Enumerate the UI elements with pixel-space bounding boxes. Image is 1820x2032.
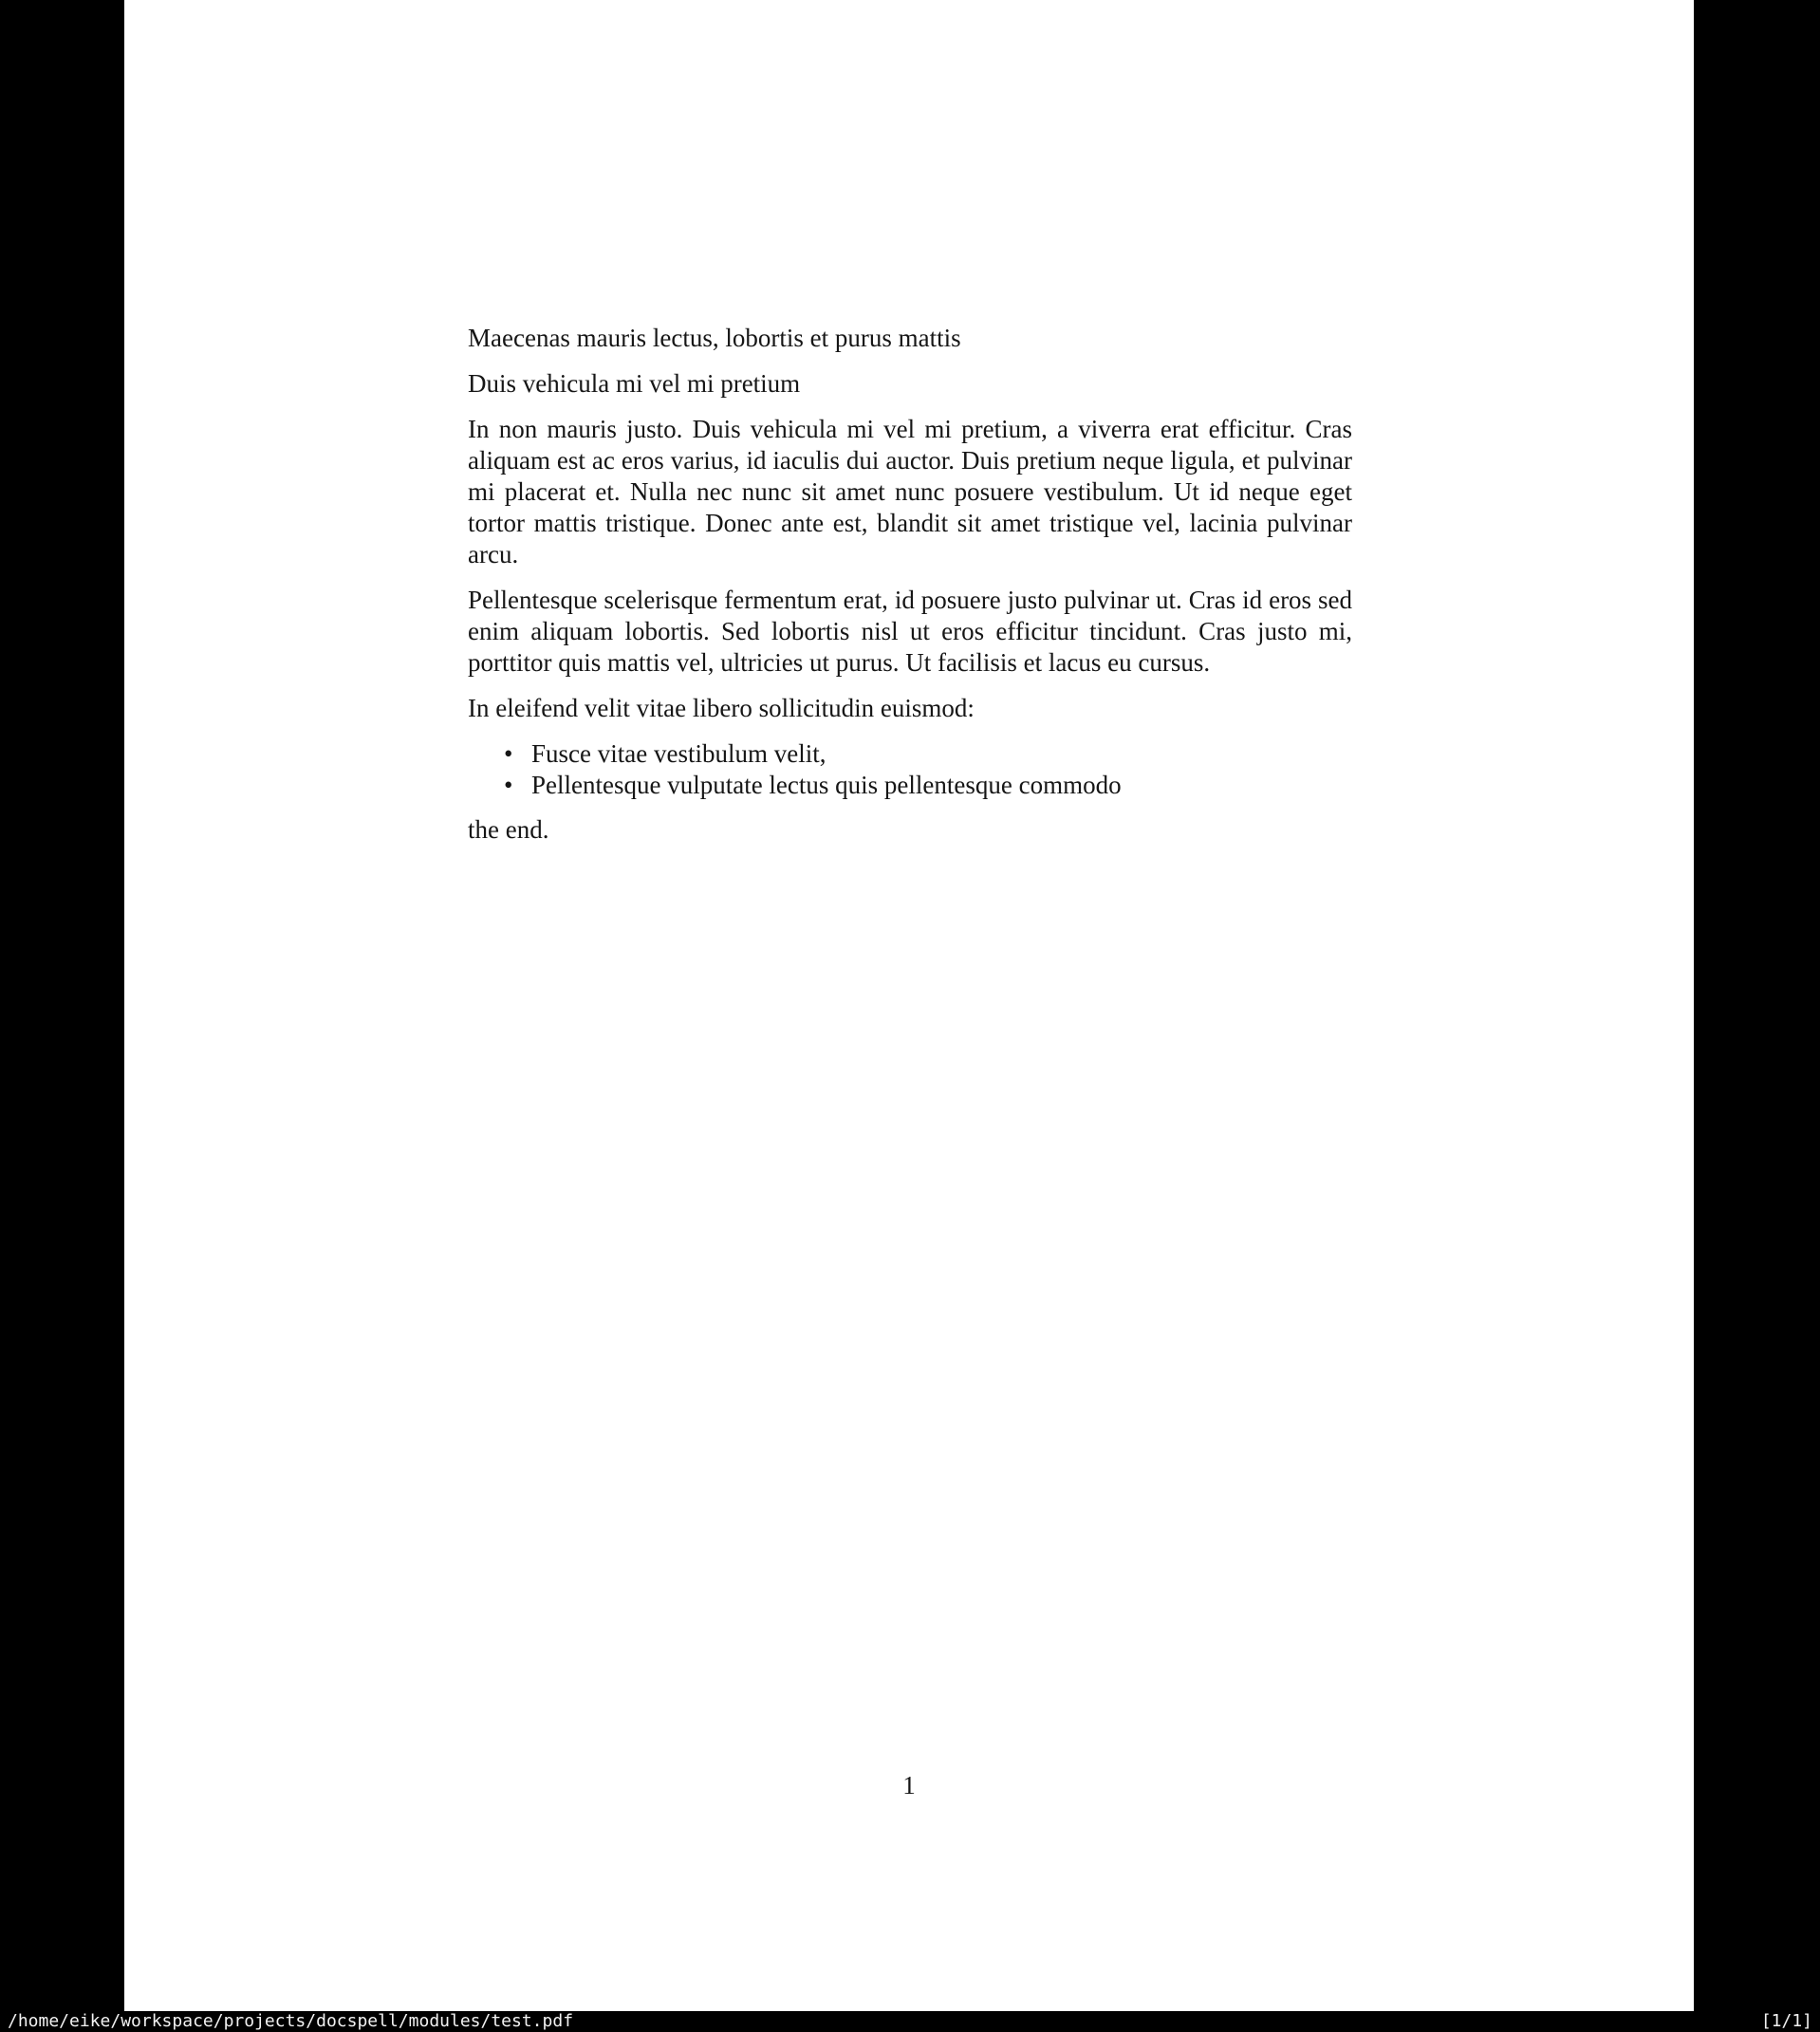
paragraph-body-2: Pellentesque scelerisque fermentum erat, id posuere justo pulvinar ut. Cras id eros sed enim aliquam lobortis. Sed lobortis nisl ut eros efficitur tincidunt. Cras justo mi, porttitor quis mattis vel, ultricies ut purus. Ut facilisis et lacus eu cursus. xyxy=(468,586,1352,677)
list-item-text: Pellentesque vulputate lectus quis pellentesque commodo xyxy=(531,771,1122,799)
paragraph-heading-2: Duis vehicula mi vel mi pretium xyxy=(468,369,801,398)
closing-text: the end. xyxy=(468,815,549,844)
page-content xyxy=(468,323,1352,860)
bullet-list xyxy=(468,738,1352,801)
page-number: 1 xyxy=(902,1771,916,1799)
status-page-indicator: [1/1] xyxy=(1760,2011,1812,2031)
list-item xyxy=(504,738,1352,770)
status-file-path: /home/eike/workspace/projects/docspell/modules/test.pdf xyxy=(8,2011,574,2031)
bullet-icon: • xyxy=(504,771,513,799)
pdf-page[interactable] xyxy=(124,0,1694,2011)
list-item xyxy=(504,770,1352,801)
paragraph-body-1: In non mauris justo. Duis vehicula mi vel mi pretium, a viverra erat efficitur. Cras aliquam est ac eros varius, id iaculis dui auctor. Duis pretium neque ligula, et pulvinar mi placerat et. Nulla nec nunc sit amet nunc posuere vestibulum. Ut id neque eget tortor mattis tristique. Donec ante est, blandit sit amet tristique vel, lacinia pulvinar arcu. xyxy=(468,415,1352,569)
list-intro: In eleifend velit vitae libero sollicitudin euismod: xyxy=(468,694,975,722)
list-item-text: Fusce vitae vestibulum velit, xyxy=(531,739,826,768)
status-bar xyxy=(0,2011,1820,2032)
paragraph-heading-1: Maecenas mauris lectus, lobortis et purus mattis xyxy=(468,324,961,352)
bullet-icon: • xyxy=(504,739,513,768)
